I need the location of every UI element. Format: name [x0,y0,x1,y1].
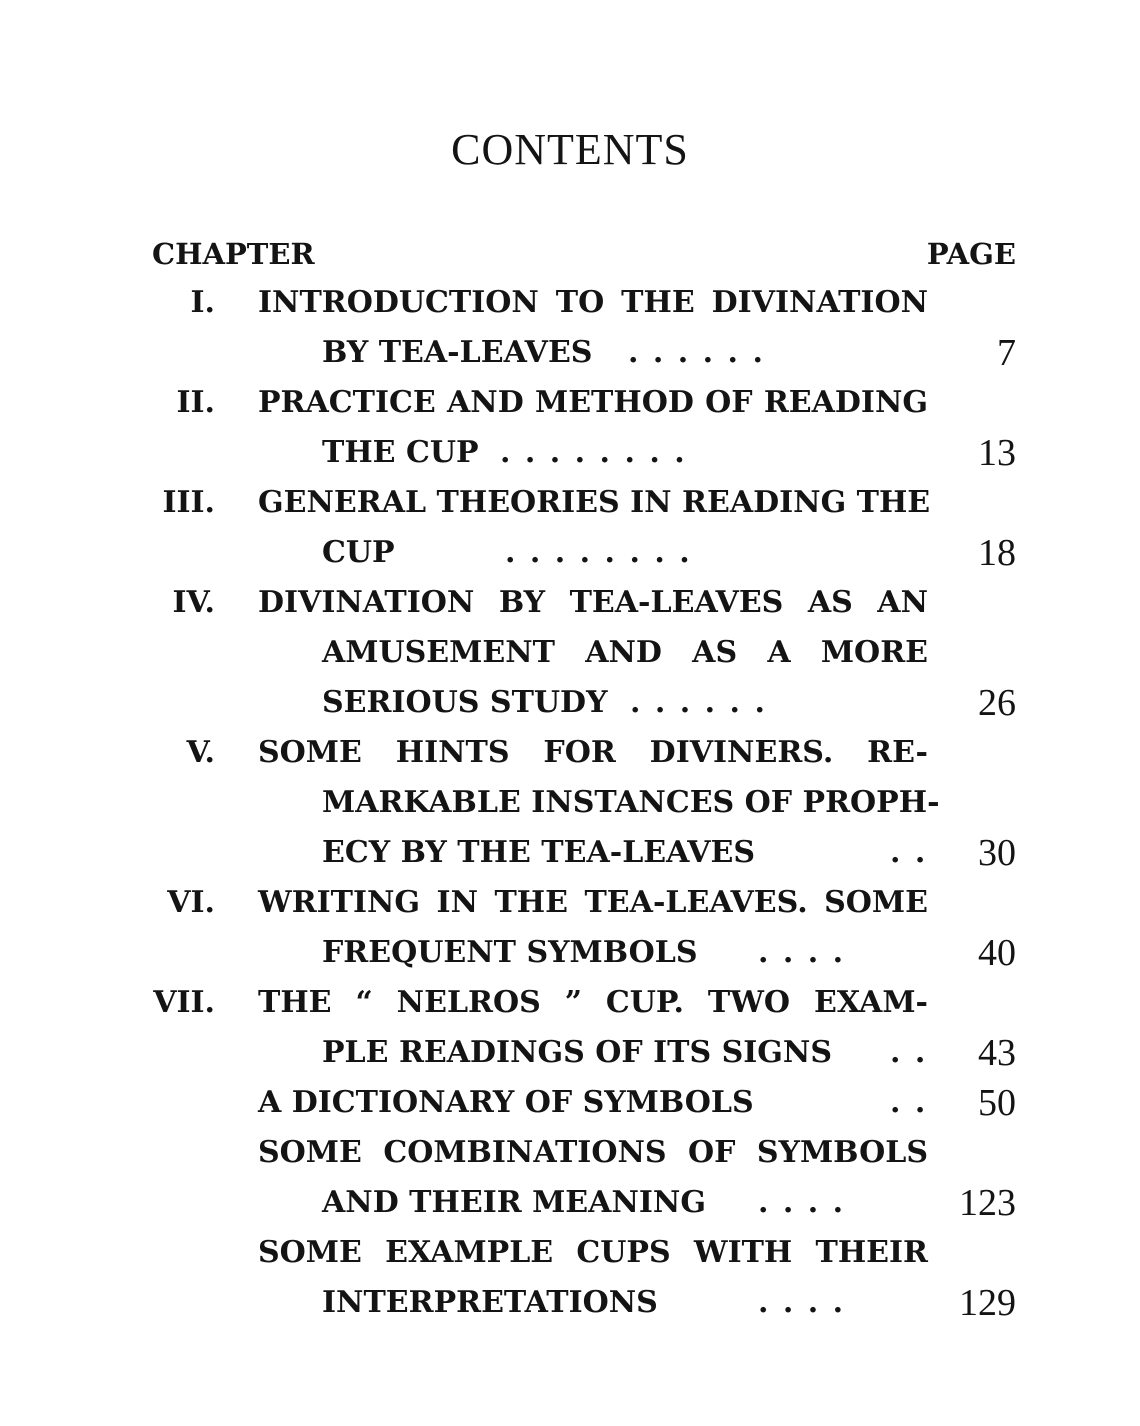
toc-line [0,728,1140,778]
toc-line [0,578,1140,628]
chapter-number: VI. [167,885,215,920]
entry-title-line: INTERPRETATIONS [322,1285,658,1320]
chapter-number: II. [176,385,215,420]
leader-dots: . . . . [758,935,846,970]
page-number: 26 [978,682,1016,724]
page-number: 123 [959,1182,1016,1224]
entry-title-line: PLE READINGS OF ITS SIGNS [322,1035,832,1070]
entry-title-line: CUP [322,535,395,570]
page-number: 50 [978,1082,1016,1124]
page-number: 13 [978,432,1016,474]
entry-title-line: PRACTICE AND METHOD OF READING [258,385,928,420]
chapter-number: V. [186,735,215,770]
page-title: CONTENTS [451,125,689,174]
entry-title-line: INTRODUCTION TO THE DIVINATION [258,285,928,320]
entry-title-line: GENERAL THEORIES IN READING THE [258,485,931,520]
toc-line [0,978,1140,1028]
toc-line [0,878,1140,928]
leader-dots: . . [890,1085,928,1120]
entry-title-line: THE “ NELROS ” CUP. TWO EXAM- [258,985,928,1020]
chapter-number: I. [190,285,215,320]
toc-line [0,1228,1140,1278]
chapter-number: III. [162,485,215,520]
toc-line [0,1078,1140,1128]
toc-line [0,828,1140,878]
leader-dots: . . [890,835,928,870]
leader-dots: . . . . [758,1185,846,1220]
entry-title-line: BY TEA-LEAVES [322,335,593,370]
toc-line [0,1128,1140,1178]
page-column-header: PAGE [926,237,1016,271]
leader-dots: . . . . . . . . [500,435,687,470]
leader-dots: . . . . [758,1285,846,1320]
entry-title-line: A DICTIONARY OF SYMBOLS [258,1085,754,1120]
toc-line [0,1278,1140,1328]
leader-dots: . . [890,1035,928,1070]
entry-title-line: SOME COMBINATIONS OF SYMBOLS [258,1135,928,1170]
toc-line [0,628,1140,678]
entry-title-line: AND THEIR MEANING [322,1185,706,1220]
entry-title-line: SOME EXAMPLE CUPS WITH THEIR [258,1235,928,1270]
entry-title-line: ECY BY THE TEA-LEAVES [322,835,756,870]
entry-title-line: SOME HINTS FOR DIVINERS. RE- [258,735,928,770]
toc-line [0,428,1140,478]
toc-line [0,528,1140,578]
toc-line [0,378,1140,428]
entry-title-line: THE CUP [322,435,479,470]
toc-line [0,478,1140,528]
page-number: 7 [997,332,1016,374]
toc-line [0,678,1140,728]
toc-line [0,278,1140,328]
entry-title-line: SERIOUS STUDY [322,685,608,720]
toc-line [0,778,1140,828]
toc-line [0,1028,1140,1078]
toc-line [0,1178,1140,1228]
entry-title-line: DIVINATION BY TEA-LEAVES AS AN [258,585,928,620]
leader-dots: . . . . . . [630,685,767,720]
page-number: 129 [959,1282,1016,1324]
chapter-column-header: CHAPTER [152,237,315,271]
entry-title-line: MARKABLE INSTANCES OF PROPH- [322,785,940,820]
chapter-number: IV. [172,585,215,620]
toc-line [0,328,1140,378]
entry-title-line: FREQUENT SYMBOLS [322,935,698,970]
chapter-number: VII. [153,985,215,1020]
entry-title-line: WRITING IN THE TEA-LEAVES. SOME [258,885,928,920]
leader-dots: . . . . . . [628,335,765,370]
page-number: 30 [978,832,1016,874]
leader-dots: . . . . . . . . [505,535,692,570]
page-number: 43 [978,1032,1016,1074]
toc-line [0,928,1140,978]
page-number: 18 [978,532,1016,574]
entry-title-line: AMUSEMENT AND AS A MORE [322,635,928,670]
page-number: 40 [978,932,1016,974]
